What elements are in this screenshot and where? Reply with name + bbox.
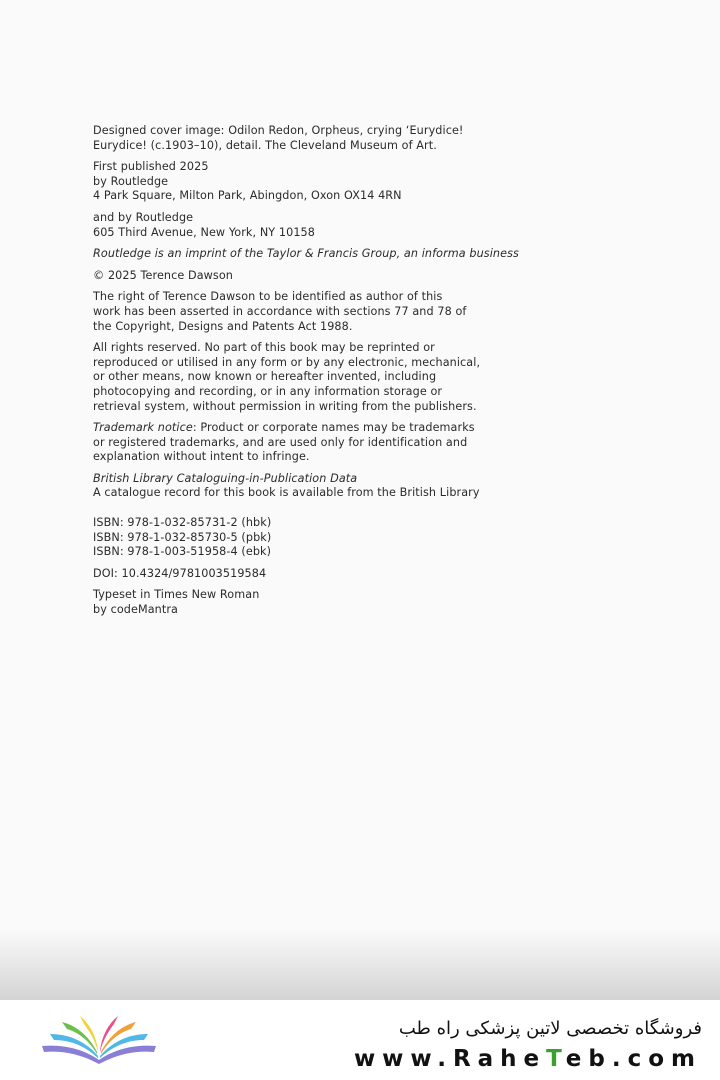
copyright-notice: © 2025 Terence Dawson — [93, 268, 233, 282]
first-published-info: First published 2025 by Routledge 4 Park Square, Milton Park, Abingdon, Oxon OX14 4RN — [93, 160, 402, 203]
store-url: www.RaheTeb.com — [353, 1046, 702, 1072]
doi: DOI: 10.4324/9781003519584 — [93, 566, 267, 580]
trademark-notice-label: Trademark notice — [93, 421, 193, 435]
open-book-logo-icon — [40, 1014, 158, 1066]
cataloguing-data: British Library Cataloguing-in-Publication Data A catalogue record for this book is available from the British Library — [93, 472, 693, 501]
page-bottom-shadow — [0, 930, 720, 1000]
all-rights-reserved-statement: All rights reserved. No part of this book may be reprinted or reproduced or utilised in any form or by any electronic, mechanical, or other means, now known or hereafter invented, including photocopying and recording, or in any information storage or retrieval system, without permission in writing from the publishers. — [93, 341, 481, 413]
imprint-statement: Routledge is an imprint of the Taylor & Francis Group, an informa business — [93, 247, 519, 261]
cover-image-credit: Designed cover image: Odilon Redon, Orpheus, crying ‘Eurydice! Eurydice! (c.1903–10), detail. The Cleveland Museum of Art. — [93, 124, 464, 152]
isbn-list: ISBN: 978-1-032-85731-2 (hbk) ISBN: 978-1-032-85730-5 (pbk) ISBN: 978-1-003-51958-4 (ebk) — [93, 516, 272, 559]
us-publisher-address: and by Routledge 605 Third Avenue, New York, NY 10158 — [93, 210, 315, 239]
typeset-info: Typeset in Times New Roman by codeMantra — [93, 588, 260, 617]
store-name: فروشگاه تخصصی لاتین پزشکی راه طب — [398, 1018, 702, 1039]
author-rights-statement: The right of Terence Dawson to be identified as author of this work has been asserted in accordance with sections 77 and 78 of the Copyright, Designs and Patents Act 1988. — [93, 290, 467, 333]
copyright-text-block — [93, 124, 693, 625]
watermark-footer — [0, 1000, 720, 1080]
cataloguing-heading: British Library Cataloguing-in-Publication Data — [93, 471, 358, 485]
trademark-notice: Trademark notice: Product or corporate names may be trademarks or registered trademarks, and are used only for identification and explanation without intent to infringe. — [93, 421, 475, 464]
